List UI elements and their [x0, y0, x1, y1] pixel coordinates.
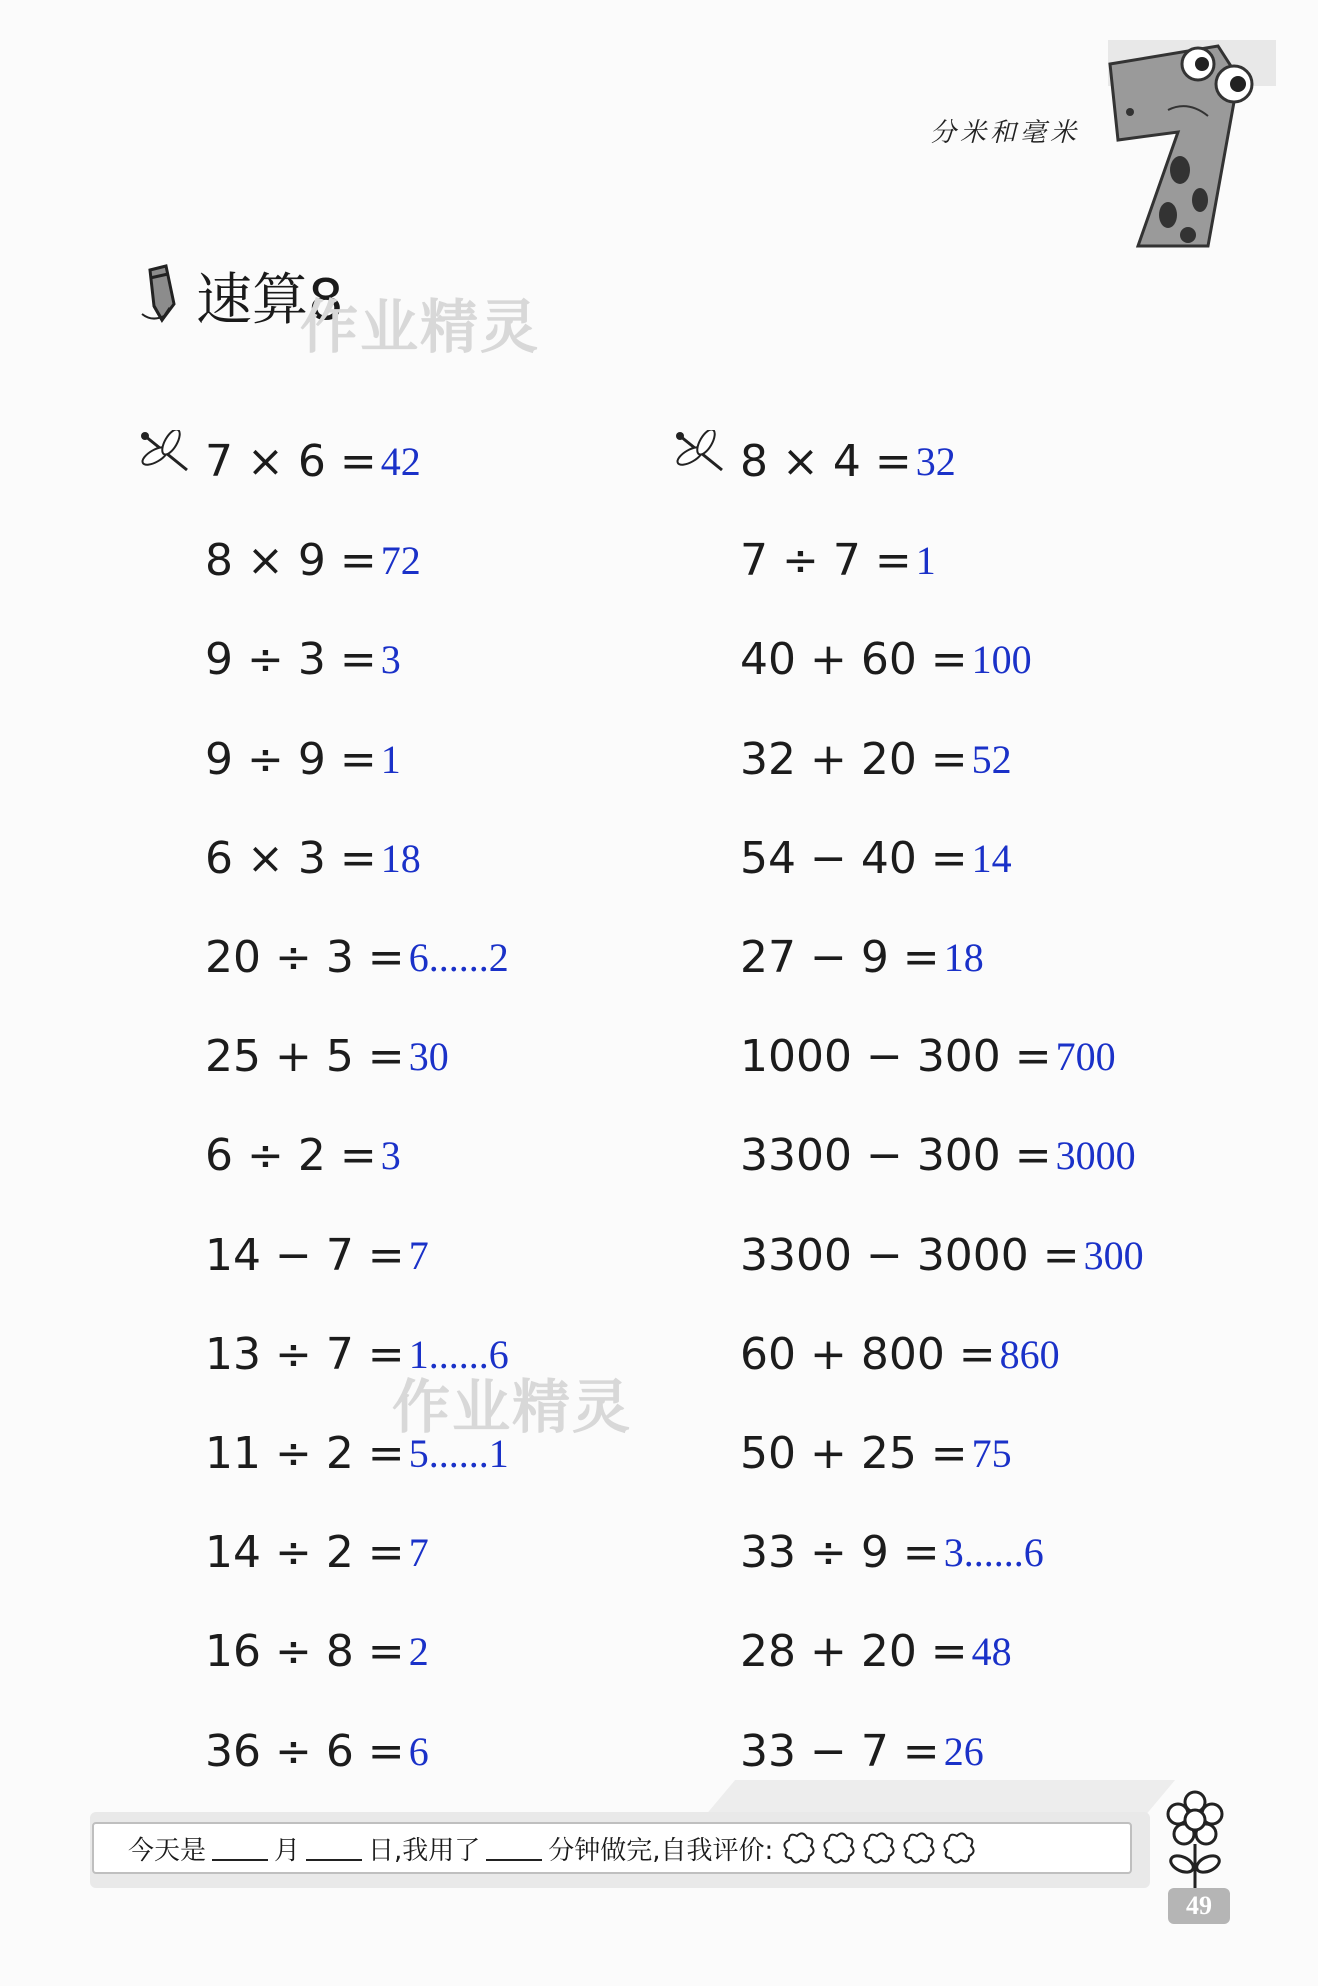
- answer: 18: [943, 935, 984, 981]
- answer: 860: [999, 1331, 1060, 1377]
- problem-row: [205, 1206, 509, 1305]
- expression: 32 + 20 =: [740, 733, 968, 785]
- problem-row: [205, 710, 509, 809]
- answer: 14: [971, 835, 1012, 881]
- problem-row: [205, 1503, 509, 1602]
- expression: 9 ÷ 9 =: [205, 733, 377, 785]
- answer: 3: [380, 637, 401, 683]
- problem-row: [740, 908, 1144, 1007]
- problem-row: [740, 1503, 1144, 1602]
- answer: 32: [915, 439, 956, 485]
- expression: 54 − 40 =: [740, 832, 968, 884]
- expression: 60 + 800 =: [740, 1328, 996, 1380]
- month-blank[interactable]: [212, 1835, 268, 1861]
- problem-row: [205, 1404, 509, 1503]
- problem-row: [205, 1602, 509, 1701]
- answer: 30: [408, 1034, 449, 1080]
- problem-row: [740, 1602, 1144, 1701]
- answer: 75: [971, 1430, 1012, 1476]
- problem-row: [205, 1007, 509, 1106]
- problem-row: [740, 1404, 1144, 1503]
- right-problem-column: [740, 412, 1144, 1801]
- answer: 7: [408, 1232, 429, 1278]
- answer: 42: [380, 439, 421, 485]
- self-rating[interactable]: [779, 1830, 979, 1866]
- problem-row: [740, 1007, 1144, 1106]
- problem-row: [205, 610, 509, 709]
- problem-row: [740, 1305, 1144, 1404]
- expression: 40 + 60 =: [740, 634, 968, 686]
- answer: 700: [1055, 1034, 1116, 1080]
- minutes-blank[interactable]: [486, 1835, 542, 1861]
- day-label: 日,我用了: [368, 1835, 481, 1866]
- answer: 5......1: [408, 1430, 509, 1476]
- expression: 25 + 5 =: [205, 1031, 405, 1083]
- expression: 8 × 4 =: [740, 436, 912, 488]
- left-problem-column: [205, 412, 509, 1801]
- answer: 1: [915, 538, 936, 584]
- answer: 72: [380, 538, 421, 584]
- answer: 52: [971, 736, 1012, 782]
- answer: 3: [380, 1133, 401, 1179]
- watermark: 作业精灵: [392, 1373, 633, 1441]
- answer: 6......2: [408, 935, 509, 981]
- problem-row: [205, 412, 509, 511]
- problem-row: [205, 1701, 509, 1800]
- problem-row: [205, 511, 509, 610]
- answer: 300: [1083, 1232, 1144, 1278]
- expression: 1000 − 300 =: [740, 1031, 1052, 1083]
- expression: 8 × 9 =: [205, 535, 377, 587]
- expression: 6 × 3 =: [205, 832, 377, 884]
- expression: 16 ÷ 8 =: [205, 1626, 405, 1678]
- minutes-label: 分钟做完,自我评价:: [548, 1835, 774, 1866]
- answer: 3000: [1055, 1133, 1136, 1179]
- chapter-title: 分米和毫米: [930, 118, 1081, 148]
- expression: 3300 − 300 =: [740, 1130, 1052, 1182]
- problem-row: [205, 1106, 509, 1205]
- expression: 11 ÷ 2 =: [205, 1427, 405, 1479]
- expression: 7 × 6 =: [205, 436, 377, 488]
- month-label: 月: [274, 1835, 301, 1866]
- problem-row: [740, 412, 1144, 511]
- answer: 100: [971, 637, 1032, 683]
- problem-row: [205, 908, 509, 1007]
- expression: 3300 − 3000 =: [740, 1229, 1080, 1281]
- expression: 7 ÷ 7 =: [740, 535, 912, 587]
- expression: 20 ÷ 3 =: [205, 932, 405, 984]
- expression: 33 ÷ 9 =: [740, 1527, 940, 1579]
- problem-row: [740, 1106, 1144, 1205]
- watermark: 作业精灵: [300, 293, 541, 361]
- problem-row: [740, 610, 1144, 709]
- expression: 14 ÷ 2 =: [205, 1527, 405, 1579]
- answer: 7: [408, 1530, 429, 1576]
- answer: 18: [380, 835, 421, 881]
- problem-row: [740, 511, 1144, 610]
- answer: 1......6: [408, 1331, 509, 1377]
- answer: 48: [971, 1629, 1012, 1675]
- footer-decoration: [705, 1780, 1175, 1816]
- day-blank[interactable]: [306, 1835, 362, 1861]
- pencil-icon: [140, 264, 184, 328]
- page-number: 49: [1168, 1888, 1230, 1924]
- problem-row: [740, 1206, 1144, 1305]
- today-label: 今天是: [128, 1835, 207, 1866]
- expression: 13 ÷ 7 =: [205, 1328, 405, 1380]
- expression: 50 + 25 =: [740, 1427, 968, 1479]
- expression: 27 − 9 =: [740, 932, 940, 984]
- flower-rating-icon[interactable]: [779, 1830, 979, 1866]
- expression: 33 − 7 =: [740, 1725, 940, 1777]
- page-title: 速算8: [196, 268, 344, 333]
- expression: 6 ÷ 2 =: [205, 1130, 377, 1182]
- expression: 28 + 20 =: [740, 1626, 968, 1678]
- problem-row: [740, 809, 1144, 908]
- answer: 3......6: [943, 1530, 1044, 1576]
- problem-row: [740, 710, 1144, 809]
- answer: 2: [408, 1629, 429, 1675]
- problem-row: [205, 1305, 509, 1404]
- expression: 14 − 7 =: [205, 1229, 405, 1281]
- expression: 36 ÷ 6 =: [205, 1725, 405, 1777]
- dragonfly-icon: [137, 430, 195, 480]
- answer: 1: [380, 736, 401, 782]
- flower-icon: [1160, 1790, 1230, 1894]
- problem-row: [205, 809, 509, 908]
- giraffe-icon: [1108, 40, 1278, 254]
- self-evaluation-bar: [92, 1822, 1132, 1874]
- expression: 9 ÷ 3 =: [205, 634, 377, 686]
- answer: 26: [943, 1728, 984, 1774]
- dragonfly-icon: [672, 430, 730, 480]
- answer: 6: [408, 1728, 429, 1774]
